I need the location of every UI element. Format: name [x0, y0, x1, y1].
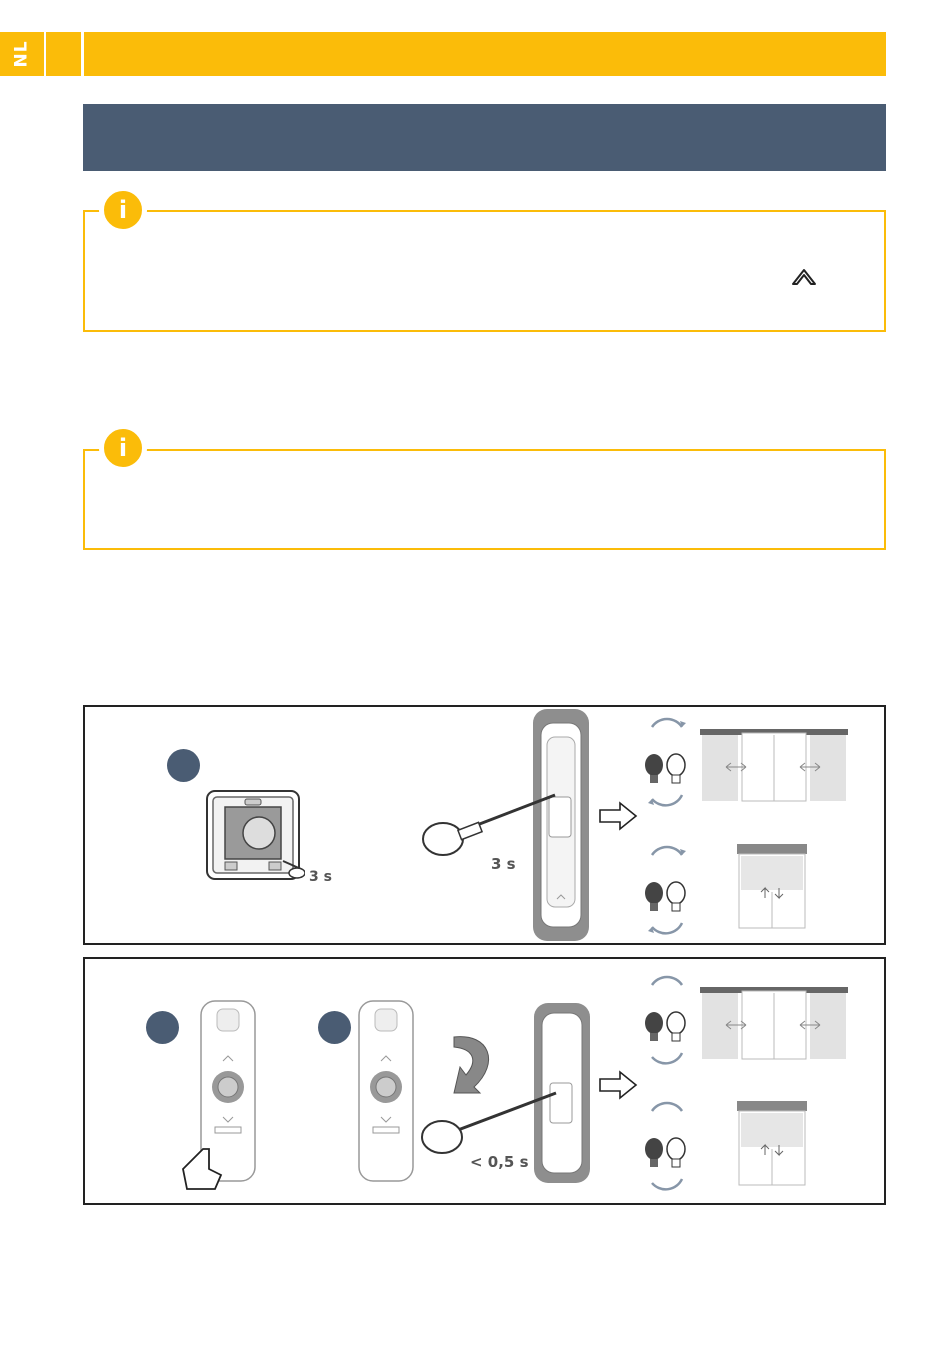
result-arrow-icon: [598, 801, 638, 831]
info-box-1: [83, 210, 886, 332]
language-code: NL: [12, 40, 32, 68]
feedback-bulbs-icon: [638, 1097, 694, 1197]
info-box-2: [83, 449, 886, 550]
instruction-panel-2: [83, 957, 886, 1205]
section-banner: [83, 104, 886, 171]
roller-shutter-icon: [735, 1099, 809, 1187]
info-icon: i: [99, 186, 147, 234]
step-marker: [167, 749, 200, 782]
header-stripe-square: [46, 32, 81, 76]
duration-label-small: 3 s: [309, 869, 332, 885]
language-tab: [0, 32, 44, 76]
instruction-panel-1: [83, 705, 886, 945]
result-arrow-icon: [598, 1070, 638, 1100]
feedback-bulbs-icon: [638, 713, 694, 813]
wall-holder-illustration: [205, 789, 305, 884]
chevron-up-icon: [789, 264, 819, 290]
header-stripe: [84, 32, 886, 76]
remote-back-screwdriver-illustration: [415, 709, 595, 944]
duration-label: 3 s: [491, 855, 516, 873]
roller-shutter-icon: [735, 842, 809, 930]
feedback-bulbs-icon: [638, 841, 694, 941]
side-shutters-icon: [700, 985, 848, 1061]
side-shutters-icon: [700, 727, 848, 803]
remote-front-illustration: [175, 999, 265, 1199]
feedback-bulbs-icon: [638, 971, 694, 1071]
duration-label: < 0,5 s: [470, 1153, 529, 1171]
info-icon: i: [99, 424, 147, 472]
remote-front-illustration: [347, 999, 427, 1189]
